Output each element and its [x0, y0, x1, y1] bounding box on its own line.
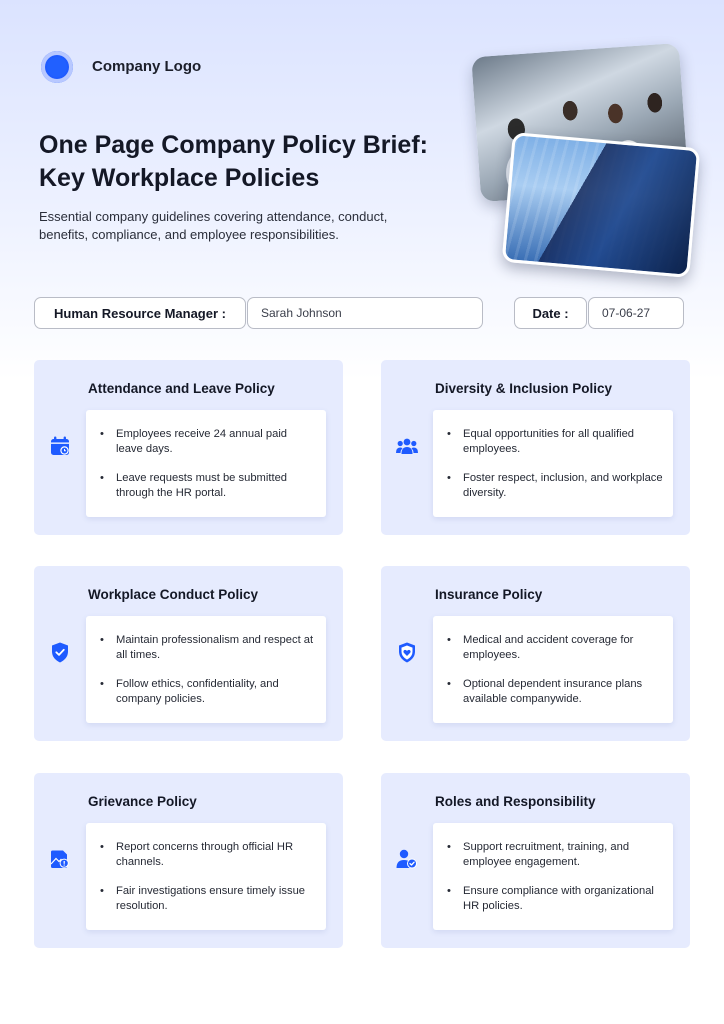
company-logo-icon [41, 51, 73, 83]
policy-points-box [433, 410, 673, 517]
policy-point: • Fair investigations ensure timely issue resolution. [116, 884, 316, 914]
policy-card-roles [381, 773, 690, 948]
manager-label: Human Resource Manager : [34, 297, 246, 329]
policy-card-attendance [34, 360, 343, 535]
policy-point: • Medical and accident coverage for employees. [463, 633, 663, 663]
policy-point: • Equal opportunities for all qualified employees. [463, 427, 663, 457]
date-label: Date : [514, 297, 587, 329]
policy-point: • Leave requests must be submitted through the HR portal. [116, 471, 316, 501]
policy-card-title: Diversity & Inclusion Policy [435, 381, 613, 396]
policy-card-insurance [381, 566, 690, 741]
policy-points-box [433, 616, 673, 723]
policy-card-title: Attendance and Leave Policy [88, 381, 275, 396]
policy-card-grievance [34, 773, 343, 948]
policy-point: • Optional dependent insurance plans available companywide. [463, 677, 663, 707]
policy-card-title: Grievance Policy [88, 794, 197, 809]
policy-point: • Ensure compliance with organizational HR policies. [463, 884, 663, 914]
policy-point: • Maintain professionalism and respect at all times. [116, 633, 316, 663]
user-check-icon [396, 848, 418, 870]
page-title: One Page Company Policy Brief: Key Workplace Policies [39, 131, 428, 192]
policy-points-box [86, 823, 326, 930]
office-building-photo [502, 132, 701, 278]
shield-heart-icon [396, 641, 418, 663]
manager-field[interactable]: Sarah Johnson [247, 297, 483, 329]
policy-card-conduct [34, 566, 343, 741]
policy-points-box [86, 616, 326, 723]
policy-points-box [86, 410, 326, 517]
policy-card-diversity [381, 360, 690, 535]
policy-card-title: Insurance Policy [435, 587, 543, 602]
calendar-icon [49, 435, 71, 457]
policy-point: • Foster respect, inclusion, and workplace diversity. [463, 471, 663, 501]
policy-card-title: Workplace Conduct Policy [88, 587, 259, 602]
date-field[interactable]: 07-06-27 [588, 297, 684, 329]
policy-point: • Support recruitment, training, and employee engagement. [463, 840, 663, 870]
policy-card-title: Roles and Responsibility [435, 794, 596, 809]
people-group-icon [396, 435, 418, 457]
policy-point: • Employees receive 24 annual paid leave days. [116, 427, 316, 457]
alert-document-icon [49, 848, 71, 870]
policy-point: • Follow ethics, confidentiality, and company policies. [116, 677, 316, 707]
company-logo-text: Company Logo [92, 58, 202, 75]
shield-check-icon [49, 641, 71, 663]
policy-point: • Report concerns through official HR channels. [116, 840, 316, 870]
policy-points-box [433, 823, 673, 930]
page-subtitle: Essential company guidelines covering attendance, conduct, benefits, compliance, and employee responsibilities. [39, 209, 388, 242]
